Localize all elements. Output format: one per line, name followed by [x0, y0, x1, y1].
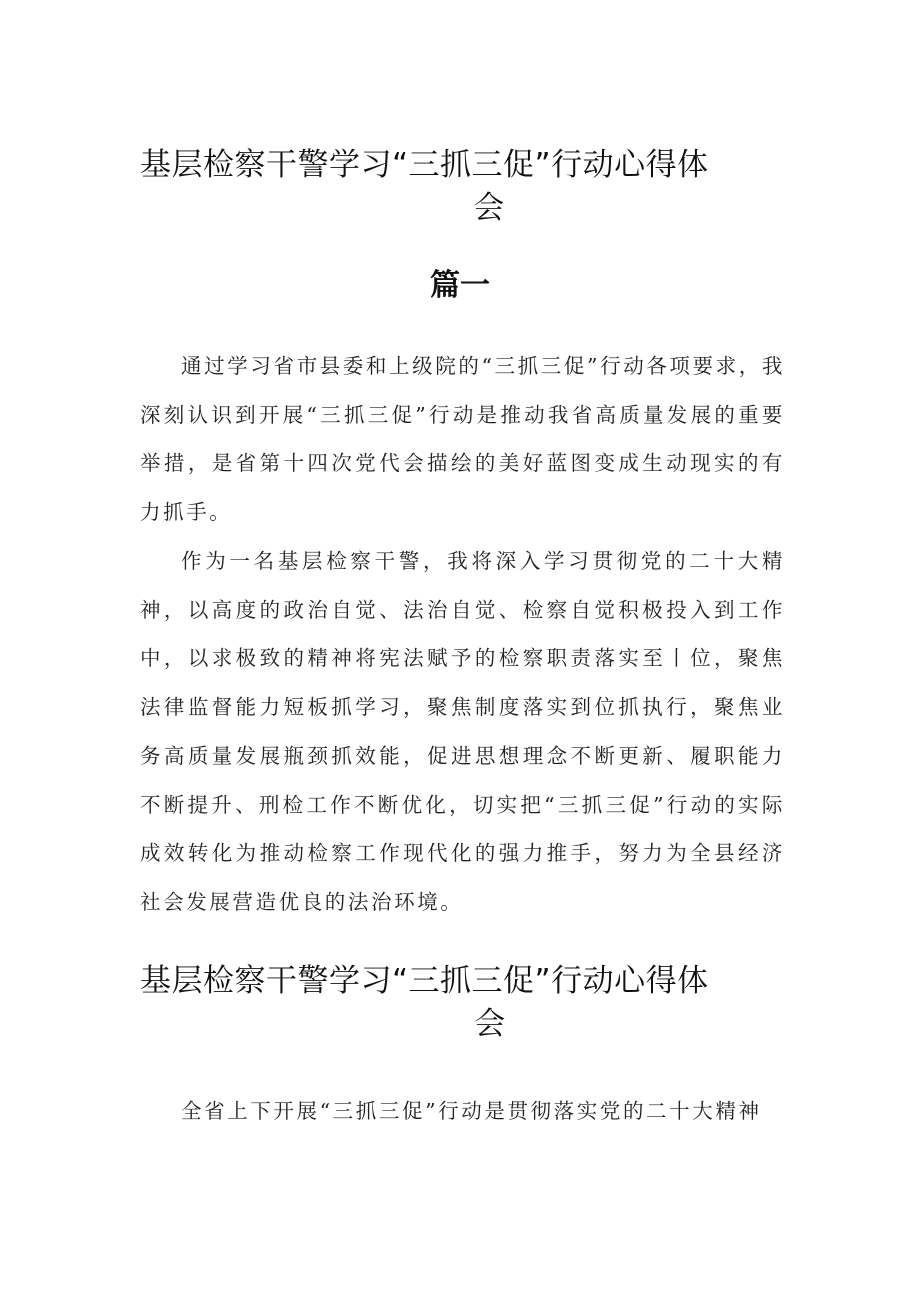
paragraph-1: 通过学习省市县委和上级院的“三抓三促”行动各项要求，我深刻认识到开展“三抓三促”行动是推动我省高质量发展的重要举措，是省第十四次党代会描绘的美好蓝图变成生动现实的有力抓手。: [140, 354, 785, 525]
paragraph-3: 全省上下开展“三抓三促”行动是贯彻落实党的二十大精神: [181, 1099, 762, 1123]
document-title: [140, 144, 780, 230]
document-title-line-2: 会: [473, 190, 505, 226]
paragraph-2: 作为一名基层检察干警，我将深入学习贯彻党的二十大精神，以高度的政治自觉、法治自觉、检察自觉积极投入到工作中，以求极致的精神将宪法赋予的检察职责落实至丨位，聚焦法律监督能力短板抓学习，聚焦制度落实到位抓执行，聚焦业务高质量发展瓶颈抓效能，促进思想理念不断更新、履职能力不断提升、刑检工作不断优化，切实把“三抓三促”行动的实际成效转化为推动检察工作现代化的强力推手，努力为全县经济社会发展营造优良的法治环境。: [140, 549, 785, 914]
second-article-title: [140, 960, 780, 1046]
second-article-title-line-2: 会: [474, 1006, 506, 1042]
document-title-line-1: 基层检察干警学习“三抓三促”行动心得体: [140, 147, 709, 183]
section-heading: 篇一: [430, 268, 490, 303]
second-article-title-line-1: 基层检察干警学习“三抓三促”行动心得体: [140, 963, 709, 999]
